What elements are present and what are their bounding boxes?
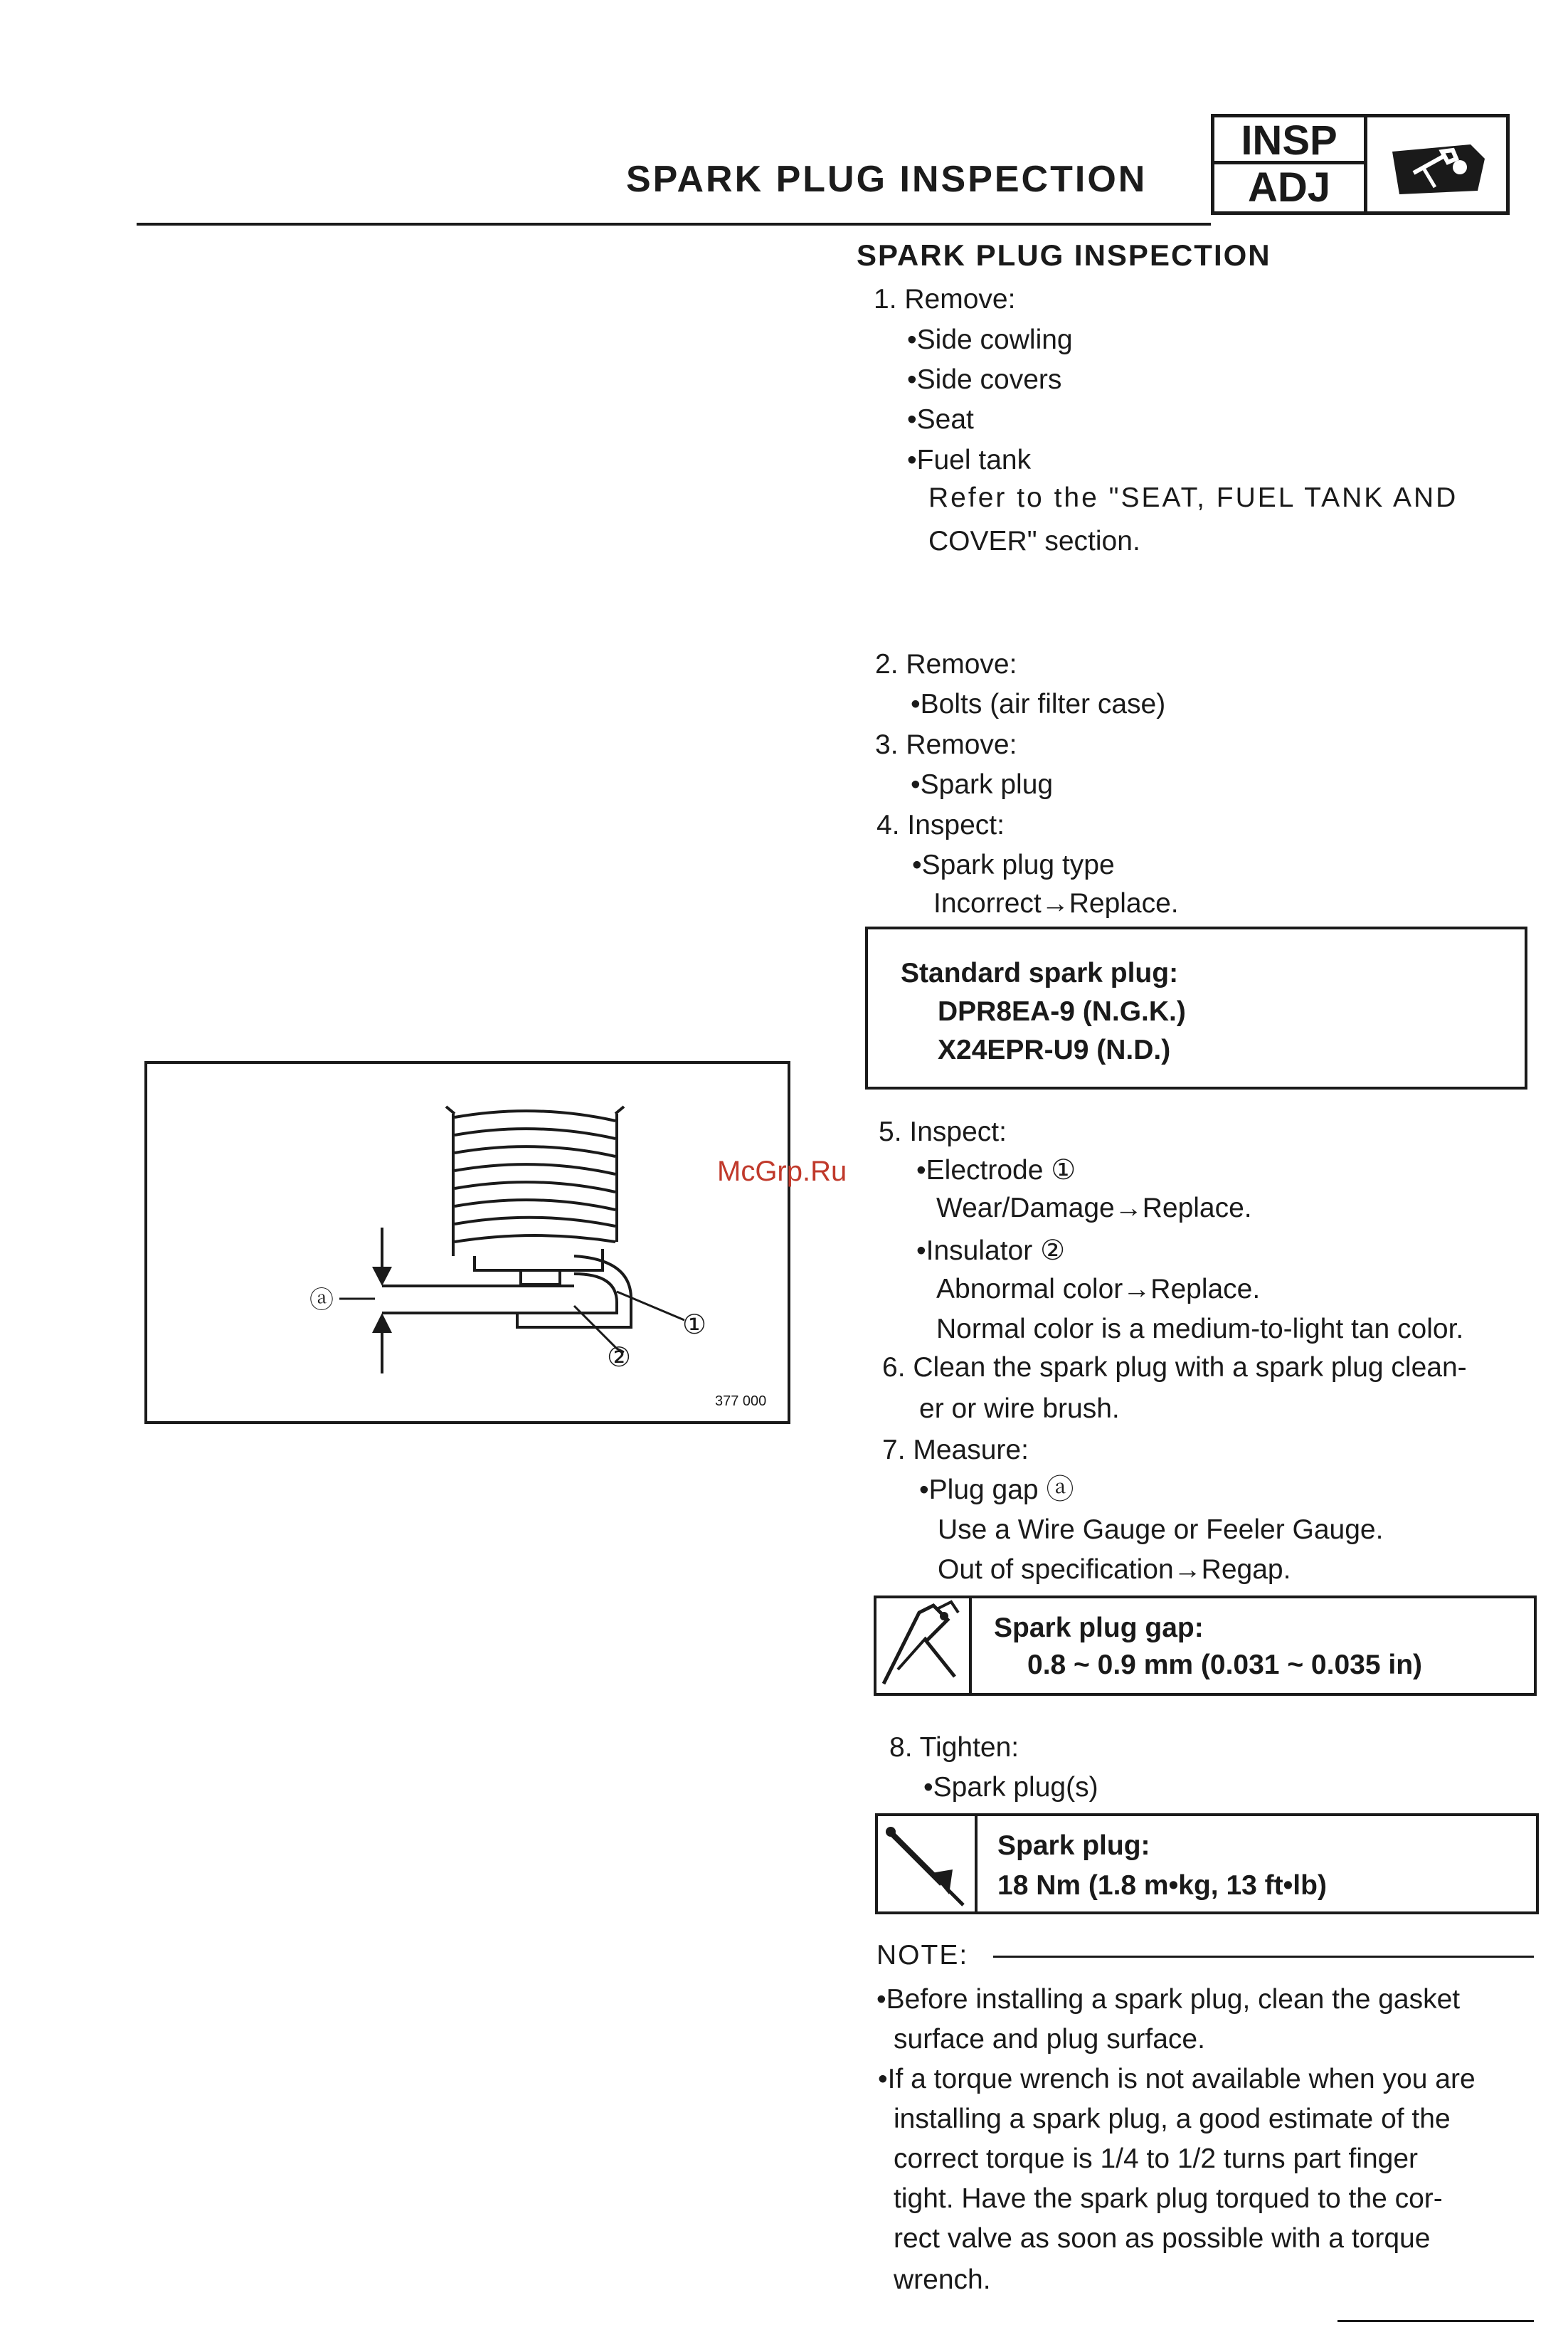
step-7-item: •Plug gap ⓐ <box>919 1475 1074 1505</box>
standard-spark-plug-box <box>865 927 1527 1090</box>
wrench-inspection-icon <box>1385 130 1492 201</box>
spark-plug-gap-box <box>874 1596 1537 1696</box>
step-1-item: •Side covers <box>907 364 1062 395</box>
note-line: wrench. <box>894 2264 991 2295</box>
feeler-gauge-icon <box>876 1598 966 1693</box>
step-5-item: •Electrode ① <box>916 1155 1076 1186</box>
note-rule-top <box>993 1956 1534 1958</box>
note-label: NOTE: <box>876 1940 969 1971</box>
step-2-label: 2. Remove: <box>875 649 1017 680</box>
spark-plug-torque-title: Spark plug: <box>997 1830 1150 1861</box>
step-4-note: Incorrect→Replace. <box>933 888 1179 919</box>
note-line: tight. Have the spark plug torqued to the cor- <box>894 2183 1443 2214</box>
step-1-note: COVER" section. <box>928 526 1140 557</box>
step-2-item: •Bolts (air filter case) <box>911 689 1166 719</box>
step-6-line: 6. Clean the spark plug with a spark plug clean- <box>882 1352 1467 1383</box>
note-line: •If a torque wrench is not available when you are <box>878 2064 1476 2094</box>
step-8-label: 8. Tighten: <box>889 1732 1019 1763</box>
note-line: correct torque is 1/4 to 1/2 turns part finger <box>894 2143 1419 2174</box>
step-7-label: 7. Measure: <box>882 1435 1029 1465</box>
step-4-item: •Spark plug type <box>912 850 1115 880</box>
gap-icon-cell <box>876 1598 972 1693</box>
header-rule <box>137 223 1211 226</box>
step-7-note: Out of specification→Regap. <box>938 1554 1291 1585</box>
badge-adj: ADJ <box>1214 164 1367 211</box>
section-title: SPARK PLUG INSPECTION <box>857 238 1271 272</box>
note-line: rect valve as soon as possible with a torque <box>894 2223 1431 2254</box>
note-rule-bottom <box>1337 2320 1534 2322</box>
note-line: installing a spark plug, a good estimate of the <box>894 2104 1451 2134</box>
step-3-item: •Spark plug <box>911 769 1054 800</box>
spark-plug-figure <box>144 1061 790 1424</box>
step-5-note: Abnormal color→Replace. <box>936 1274 1261 1304</box>
callout-1: ① <box>682 1310 707 1340</box>
step-4-label: 4. Inspect: <box>876 810 1005 840</box>
note-line: surface and plug surface. <box>894 2024 1205 2055</box>
step-8-item: •Spark plug(s) <box>923 1772 1098 1803</box>
figure-code: 377 000 <box>715 1393 767 1409</box>
step-1-item: •Seat <box>907 404 974 435</box>
step-1-label: 1. Remove: <box>874 284 1016 315</box>
step-7-note: Use a Wire Gauge or Feeler Gauge. <box>938 1514 1384 1545</box>
callout-2: ② <box>607 1343 632 1373</box>
badge-insp: INSP <box>1214 117 1367 164</box>
spark-plug-gap-title: Spark plug gap: <box>994 1613 1204 1643</box>
step-5-note: Normal color is a medium-to-light tan color. <box>936 1314 1464 1344</box>
step-5-label: 5. Inspect: <box>879 1117 1007 1147</box>
watermark: McGrp.Ru <box>717 1156 847 1187</box>
callout-a: ⓐ <box>309 1287 334 1314</box>
step-5-item: •Insulator ② <box>916 1235 1066 1266</box>
standard-spark-plug-title: Standard spark plug: <box>901 958 1179 988</box>
torque-wrench-icon <box>878 1816 972 1911</box>
step-6-line: er or wire brush. <box>919 1393 1120 1424</box>
section-badge <box>1211 114 1510 215</box>
step-1-item: •Side cowling <box>907 325 1073 355</box>
spark-plug-torque-value: 18 Nm (1.8 m•kg, 13 ft•lb) <box>997 1870 1327 1901</box>
torque-icon-cell <box>878 1816 978 1911</box>
standard-spark-plug-ngk: DPR8EA-9 (N.G.K.) <box>938 996 1186 1027</box>
spark-plug-diagram <box>147 1064 788 1421</box>
step-1-note: Refer to the "SEAT, FUEL TANK AND <box>928 482 1458 513</box>
page-title: SPARK PLUG INSPECTION <box>626 159 1148 200</box>
standard-spark-plug-nd: X24EPR-U9 (N.D.) <box>938 1035 1171 1065</box>
spark-plug-torque-box <box>875 1813 1539 1914</box>
step-5-note: Wear/Damage→Replace. <box>936 1193 1252 1223</box>
spark-plug-gap-value: 0.8 ~ 0.9 mm (0.031 ~ 0.035 in) <box>1027 1650 1423 1680</box>
step-3-label: 3. Remove: <box>875 729 1017 760</box>
note-line: •Before installing a spark plug, clean the gasket <box>876 1984 1461 2015</box>
step-1-item: •Fuel tank <box>907 445 1032 475</box>
